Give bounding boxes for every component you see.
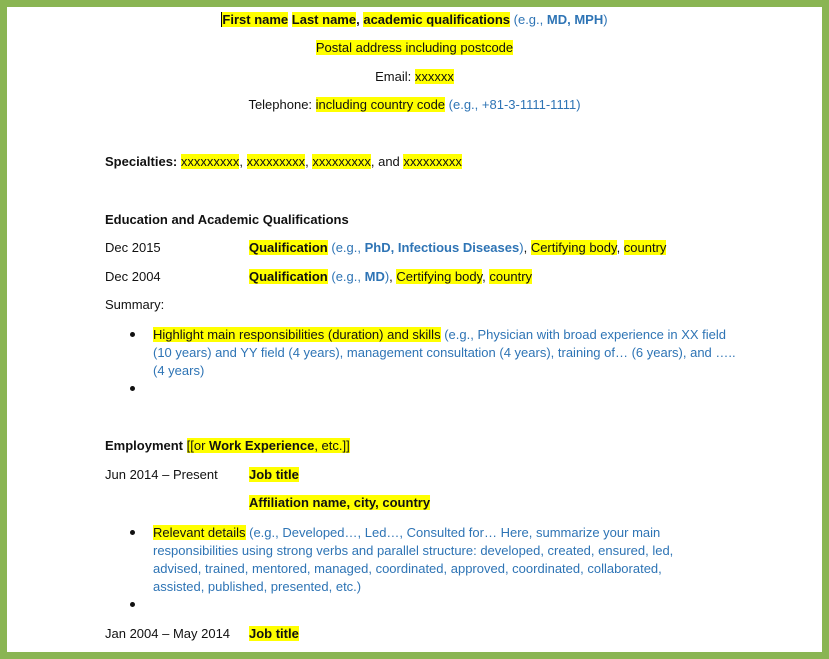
job1-affiliation-line bbox=[249, 494, 430, 512]
name-line bbox=[0, 11, 829, 29]
education-heading: Education and Academic Qualifications bbox=[105, 212, 349, 227]
academic-qualifications[interactable]: academic qualifications bbox=[363, 12, 511, 27]
summary-example: (e.g., Physician with broad experience in XX field (10 years) and YY field (4 years), management consultation (4 years), training of… (6 years), and ….. (4 years) bbox=[153, 327, 736, 378]
summary-label: Summary: bbox=[105, 297, 165, 312]
edu-date-2: Dec 2004 bbox=[105, 269, 161, 284]
name-comma: , bbox=[356, 12, 360, 27]
employment-alt-open: [[or bbox=[186, 438, 210, 453]
edu-example-post-2: ) bbox=[384, 269, 390, 284]
phone-value[interactable]: including country code bbox=[315, 97, 446, 112]
employment-alt-bold: Work Experience bbox=[209, 438, 315, 453]
edu-example-bold-1: PhD, Infectious Diseases bbox=[364, 240, 520, 255]
job1-title[interactable]: Job title bbox=[249, 467, 299, 482]
details-example: (e.g., Developed…, Led…, Consulted for… Here, summarize your main responsibilities using strong verbs and parallel structure: developed, created, ensured, led, advised, trained, mentored, managed, coordinated, approved, coordinated, collaborated, assisted, published, presented, etc.) bbox=[153, 525, 674, 594]
specialty-sep-1: , bbox=[239, 154, 247, 169]
last-name[interactable]: Last name bbox=[291, 12, 357, 27]
edu-row-1: Qualification (e.g., PhD, Infectious Diseases), Certifying body, country bbox=[249, 240, 667, 255]
bullet-dot bbox=[130, 332, 135, 337]
specialties-label: Specialties: bbox=[105, 154, 178, 169]
job2-title-line bbox=[249, 625, 299, 643]
specialty-4[interactable]: xxxxxxxxx bbox=[403, 154, 462, 169]
job2-date: Jan 2004 – May 2014 bbox=[105, 626, 231, 641]
employment-heading: Employment bbox=[105, 438, 184, 453]
email-value[interactable]: xxxxxx bbox=[414, 69, 454, 84]
employment-alt-close: , etc.]] bbox=[314, 438, 350, 453]
qual-example-post: ) bbox=[603, 12, 608, 27]
edu-qualification-1[interactable]: Qualification bbox=[249, 240, 328, 255]
edu-date-1: Dec 2015 bbox=[105, 240, 161, 255]
edu-qualification-2[interactable]: Qualification bbox=[249, 269, 328, 284]
edu-example-pre-1: (e.g., bbox=[331, 240, 365, 255]
details-bullet-text bbox=[153, 524, 713, 596]
specialty-1[interactable]: xxxxxxxxx bbox=[180, 154, 240, 169]
email-line bbox=[0, 68, 829, 86]
employment-heading-line bbox=[105, 437, 350, 455]
specialty-3[interactable]: xxxxxxxxx bbox=[312, 154, 371, 169]
phone-label: Telephone: bbox=[248, 97, 316, 112]
postal-address[interactable]: Postal address including postcode bbox=[315, 40, 514, 55]
qual-example-pre: (e.g., bbox=[513, 12, 547, 27]
specialties-line bbox=[105, 153, 462, 171]
job2-title[interactable]: Job title bbox=[249, 626, 299, 641]
phone-line bbox=[0, 96, 829, 114]
employment-alt[interactable] bbox=[187, 438, 350, 453]
first-name[interactable]: First name bbox=[222, 12, 289, 27]
email-label: Email: bbox=[375, 69, 415, 84]
specialty-2[interactable]: xxxxxxxxx bbox=[246, 154, 306, 169]
edu-row-2: Qualification (e.g., MD), Certifying body, country bbox=[249, 269, 533, 284]
postal-line bbox=[0, 39, 829, 57]
job1-title-line bbox=[249, 466, 299, 484]
edu-example-post-1: ) bbox=[519, 240, 524, 255]
summary-highlight[interactable]: Highlight main responsibilities (duration) and skills bbox=[153, 327, 441, 342]
specialty-sep-2: , bbox=[305, 154, 313, 169]
bullet-dot bbox=[130, 602, 135, 607]
job1-affiliation[interactable]: Affiliation name, city, country bbox=[249, 495, 431, 510]
edu-example-bold-2: MD bbox=[364, 269, 385, 284]
job1-date: Jun 2014 – Present bbox=[105, 467, 218, 482]
phone-example: (e.g., +81-3-1111-1111) bbox=[448, 97, 581, 112]
bullet-dot bbox=[130, 530, 135, 535]
edu-example-pre-2: (e.g., bbox=[331, 269, 365, 284]
details-highlight[interactable]: Relevant details bbox=[153, 525, 246, 540]
bullet-dot bbox=[130, 386, 135, 391]
edu-country-1[interactable]: country bbox=[623, 240, 667, 255]
edu-body-2[interactable]: Certifying body bbox=[396, 269, 483, 284]
edu-body-1[interactable]: Certifying body bbox=[530, 240, 617, 255]
specialty-and: , and bbox=[370, 154, 404, 169]
qual-example-bold: MD, MPH bbox=[546, 12, 604, 27]
edu-country-2[interactable]: country bbox=[489, 269, 533, 284]
summary-bullet-text bbox=[153, 326, 743, 380]
